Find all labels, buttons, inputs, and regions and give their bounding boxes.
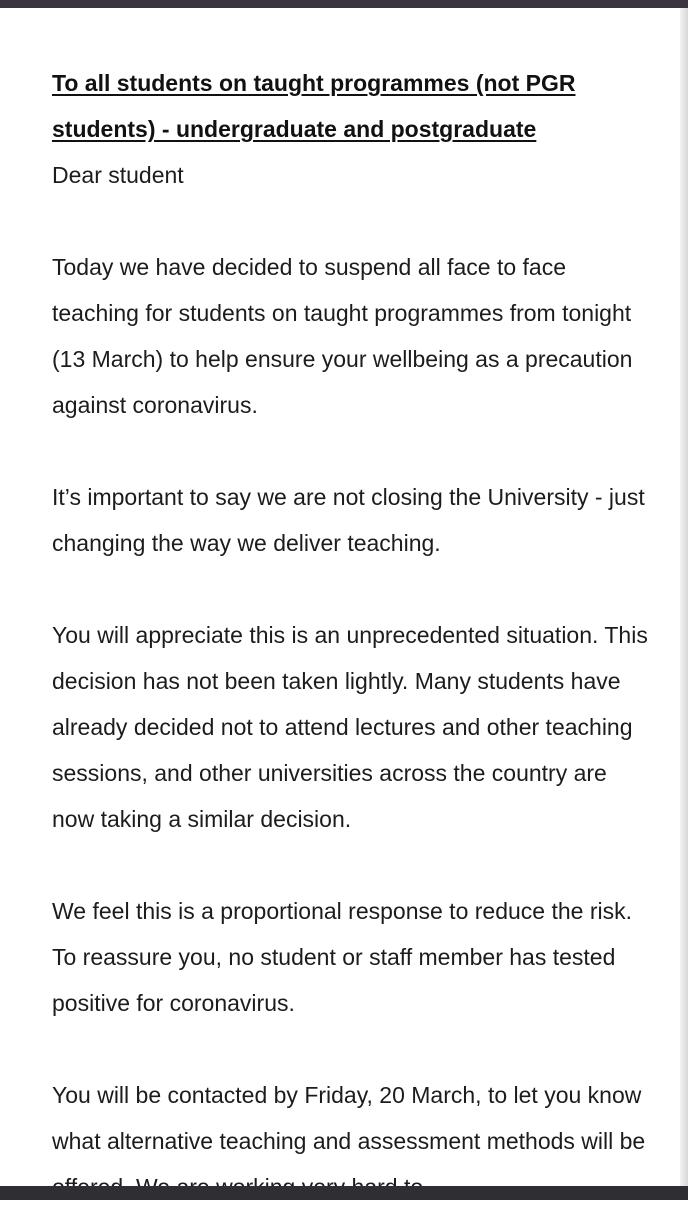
paragraph-proportional: We feel this is a proportional response to reduce the risk. To reassure you, no student or staff member has tested positive for coronavirus. (52, 898, 632, 1016)
paragraph-spacer (52, 566, 652, 612)
paragraph-not-closing: It’s important to say we are not closing the University - just changing the way we deliver teaching. (52, 484, 645, 556)
paragraph-contact: You will be contacted by Friday, 20 March, to let you know what alternative teaching and assessment methods will be (52, 1082, 646, 1154)
bottom-bar (0, 1186, 688, 1200)
page-edge-shadow (680, 8, 688, 1188)
email-subject: To all students on taught programmes (not PGR students) - undergraduate and postgraduate (52, 70, 576, 142)
email-body (52, 60, 652, 1186)
paragraph-spacer (52, 428, 652, 474)
top-status-bar (0, 0, 688, 8)
email-greeting: Dear student (52, 162, 184, 188)
paragraph-spacer (52, 198, 652, 244)
paragraph-spacer (52, 1026, 652, 1072)
paragraph-suspension: Today we have decided to suspend all face to face teaching for students on taught programmes from tonight (13 March) to help ensure your wellbeing as a precaution against coronavirus. (52, 254, 633, 418)
paragraph-spacer (52, 842, 652, 888)
paragraph-unprecedented: You will appreciate this is an unprecedented situation. This decision has not been taken lightly. Many students have already decided not to attend lectures and other teaching sessions, and other universities across the country are now taking a similar decision. (52, 622, 648, 832)
